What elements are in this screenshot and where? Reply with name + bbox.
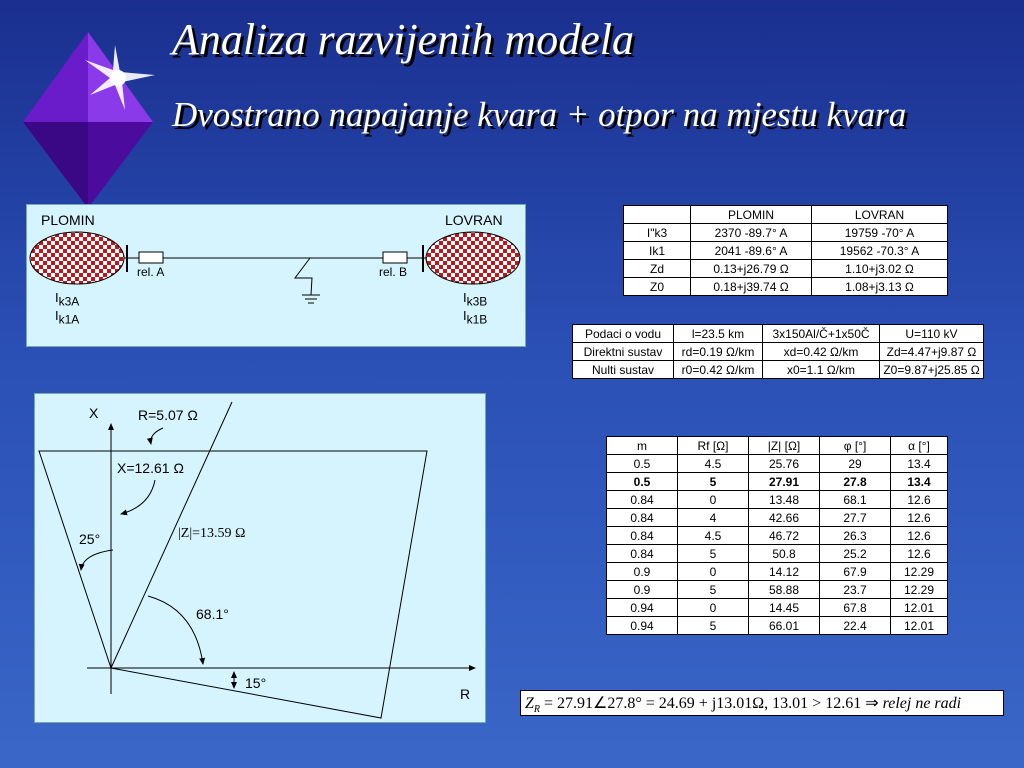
impedance-diagram-panel [34,393,486,723]
reactance-label: X=12.61 Ω [117,460,184,476]
results-table [606,436,948,635]
source-data-table [623,205,948,296]
result-formula: $Z_R$ = 27.91∠27.8° = 24.69 + j13.01Ω, 13.01 > 12.61 ⇒ relej ne radi [520,690,1004,716]
table-row: I"k3 2370 -89.7° A 19759 -70° A [624,224,948,242]
relay-a-label: rel. A [137,265,165,279]
table-header-row: PLOMIN LOVRAN [624,206,948,224]
table-row: 0.84 5 50.8 25.2 12.6 [607,545,948,563]
relay-b [383,252,407,263]
lovran-label: LOVRAN [445,212,503,228]
table-header-row: m Rf [Ω] |Z| [Ω] φ [°] α [°] [607,437,948,455]
r-axis-label: R [460,686,471,702]
table-row: 0.94 0 14.45 67.8 12.01 [607,599,948,617]
page-title: Analiza razvijenih modela [172,15,634,64]
table-row: 0.9 0 14.12 67.9 12.29 [607,563,948,581]
table-row: 0.9 5 58.88 23.7 12.29 [607,581,948,599]
angle-15-label: 15° [245,675,267,691]
table-row: Ik1 2041 -89.6° A 19562 -70.3° A [624,242,948,260]
table-row: Zd 0.13+j26.79 Ω 1.10+j3.02 Ω [624,260,948,278]
relay-a [139,252,163,263]
plomin-label: PLOMIN [41,212,95,228]
ik1a-label: $I_{k1A}$ [55,308,80,327]
ik1b-label: $I_{k1B}$ [463,308,488,327]
impedance-label: |Z|=13.59 Ω [178,526,246,541]
fault-symbol [295,258,312,295]
table-row: Podaci o vodu l=23.5 km 3x150Al/Č+1x50Č U=110 kV [573,325,984,343]
table-row: 0.84 0 13.48 68.1 12.6 [607,491,948,509]
page-subtitle: Dvostrano napajanje kvara + otpor na mjestu kvara [172,95,907,134]
table-row-highlighted: 0.5 5 27.91 27.8 13.4 [607,473,948,491]
line-data-table [572,324,984,379]
diamond-star-logo [20,30,170,215]
ik3a-label: $I_{k3A}$ [55,290,80,309]
lovran-source [426,232,520,284]
angle-68-label: 68.1° [196,606,229,622]
ik3b-label: $I_{k3B}$ [463,290,488,309]
table-row: 0.94 5 66.01 22.4 12.01 [607,617,948,635]
angle-25-label: 25° [79,531,101,547]
table-row: Direktni sustav rd=0.19 Ω/km xd=0.42 Ω/km Zd=4.47+j9.87 Ω [573,343,984,361]
relay-b-label: rel. B [379,265,408,279]
table-row: 0.5 4.5 25.76 29 13.4 [607,455,948,473]
table-row: Nulti sustav r0=0.42 Ω/km x0=1.1 Ω/km Z0=9.87+j25.85 Ω [573,361,984,379]
x-axis-label: X [89,405,99,421]
plomin-source [30,232,124,284]
table-row: Z0 0.18+j39.74 Ω 1.08+j3.13 Ω [624,278,948,296]
quadrilateral-characteristic [35,394,485,722]
circuit-diagram-panel [26,204,526,347]
relay-characteristic [39,451,427,718]
resistance-label: R=5.07 Ω [138,407,198,423]
table-row: 0.84 4 42.66 27.7 12.6 [607,509,948,527]
table-row: 0.84 4.5 46.72 26.3 12.6 [607,527,948,545]
